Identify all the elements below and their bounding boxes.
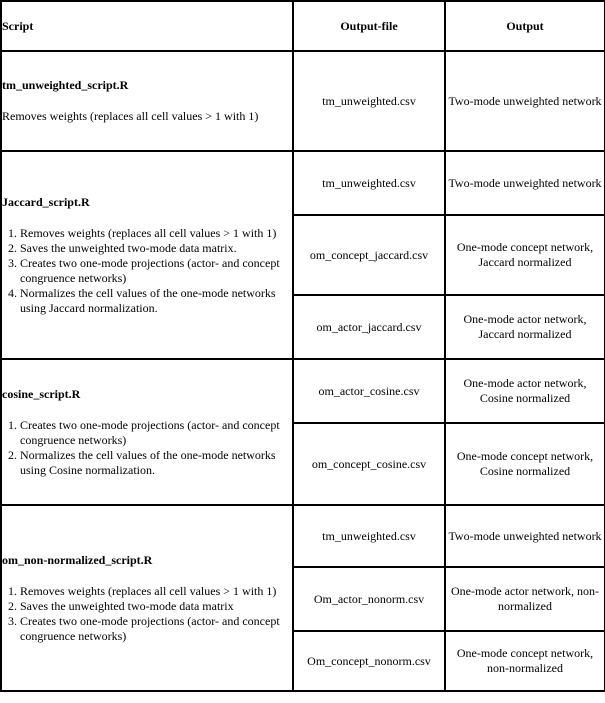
output-cell: One-mode concept network, Jaccard normalized bbox=[445, 215, 605, 295]
script-step: 1. Removes weights (replaces all cell values > 1 with 1) bbox=[20, 584, 292, 599]
output-cell: Two-mode unweighted network bbox=[445, 151, 605, 215]
output-cell: One-mode actor network, non-normalized bbox=[445, 567, 605, 631]
output-file-cell: om_actor_jaccard.csv bbox=[293, 295, 445, 359]
script-steps bbox=[2, 584, 292, 644]
output-file-cell: om_concept_jaccard.csv bbox=[293, 215, 445, 295]
script-name: tm_unweighted_script.R bbox=[2, 78, 129, 92]
script-step: 2. Normalizes the cell values of the one-mode networks using Cosine normalization. bbox=[20, 448, 292, 478]
script-cell-jaccard bbox=[1, 151, 293, 359]
script-step: 1. Creates two one-mode projections (actor- and concept congruence networks) bbox=[20, 418, 292, 448]
output-cell: One-mode actor network, Jaccard normalized bbox=[445, 295, 605, 359]
output-file-cell: om_actor_cosine.csv bbox=[293, 359, 445, 423]
output-cell: One-mode concept network, non-normalized bbox=[445, 631, 605, 691]
script-step: 2. Saves the unweighted two-mode data matrix. bbox=[20, 241, 292, 256]
script-step: 3. Creates two one-mode projections (actor- and concept congruence networks) bbox=[20, 614, 292, 644]
output-file-cell: Om_concept_nonorm.csv bbox=[293, 631, 445, 691]
table-row bbox=[1, 51, 605, 151]
table-row bbox=[1, 359, 605, 423]
script-cell-non-normalized bbox=[1, 505, 293, 691]
script-description: Removes weights (replaces all cell values > 1 with 1) bbox=[2, 109, 259, 123]
script-cell-tm-unweighted bbox=[1, 51, 293, 151]
script-steps bbox=[2, 418, 292, 478]
header-output: Output bbox=[445, 1, 605, 51]
script-step: 4. Normalizes the cell values of the one-mode networks using Jaccard normalization. bbox=[20, 286, 292, 316]
script-cell-cosine bbox=[1, 359, 293, 505]
script-name: cosine_script.R bbox=[2, 386, 81, 401]
script-step: 2. Saves the unweighted two-mode data matrix bbox=[20, 599, 292, 614]
script-name: Jaccard_script.R bbox=[2, 194, 90, 209]
output-file-cell: Om_actor_nonorm.csv bbox=[293, 567, 445, 631]
output-file-cell: om_concept_cosine.csv bbox=[293, 423, 445, 505]
header-output-file: Output-file bbox=[293, 1, 445, 51]
table-row bbox=[1, 151, 605, 215]
header-row bbox=[1, 1, 605, 51]
script-step: 3. Creates two one-mode projections (actor- and concept congruence networks) bbox=[20, 256, 292, 286]
output-cell: One-mode concept network, Cosine normalized bbox=[445, 423, 605, 505]
output-cell: Two-mode unweighted network bbox=[445, 51, 605, 151]
script-steps bbox=[2, 226, 292, 316]
output-file-cell: tm_unweighted.csv bbox=[293, 505, 445, 567]
script-step: 1. Removes weights (replaces all cell values > 1 with 1) bbox=[20, 226, 292, 241]
output-cell: Two-mode unweighted network bbox=[445, 505, 605, 567]
header-script: Script bbox=[1, 1, 293, 51]
output-cell: One-mode actor network, Cosine normalized bbox=[445, 359, 605, 423]
script-name: om_non-normalized_script.R bbox=[2, 552, 153, 567]
output-file-cell: tm_unweighted.csv bbox=[293, 151, 445, 215]
table-row bbox=[1, 505, 605, 567]
output-file-cell: tm_unweighted.csv bbox=[293, 51, 445, 151]
